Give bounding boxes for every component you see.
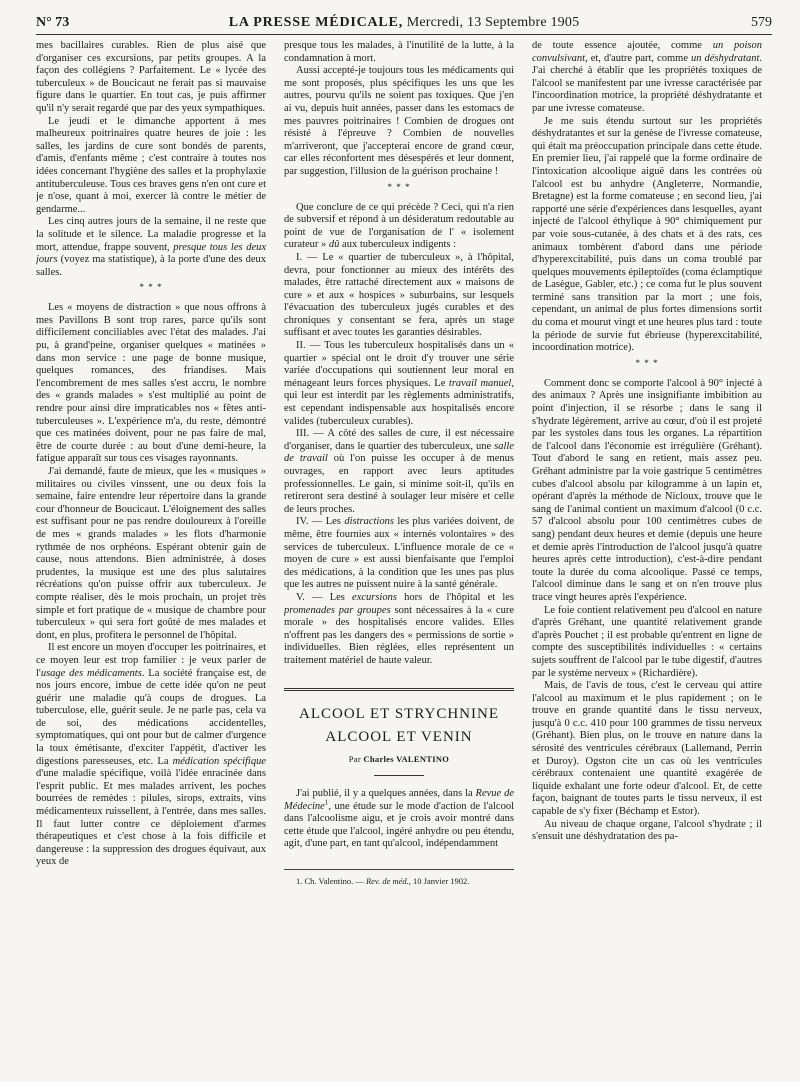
footnote: 1. Ch. Valentino. — Rev. de méd., 10 Janvier 1902. <box>296 876 470 887</box>
page-number: 579 <box>751 15 772 30</box>
paragraph: Le foie contient relativement peu d'alcool en nature d'après Gréhant, une quantité relativement grande d'après Pouchet ; il est probable qu'entrent en ligne de compte des susceptibilités individuelles : « certains sujets souffrent de l'alcool par le tube digestif, d'autres par le système nerveux » (Richardière). <box>532 604 762 679</box>
journal-name: LA PRESSE MÉDICALE, <box>228 15 403 30</box>
article-divider <box>284 688 514 691</box>
section-separator: * * * <box>387 181 411 192</box>
column-1 <box>36 40 266 1076</box>
paragraph: Je me suis étendu surtout sur les propriétés déshydratantes et sur la genèse de l'ivresse comateuse, qui était ma préoccupation principale dans cette étude. En premier lieu, j'ai rappelé que la forme ordinaire de l'intoxication alcoolique aiguë dans les contrées où l'alcool est bu anhydre (Angleterre, Normandie, Bretagne) est la forme comateuse ; en second lieu, j'ai rapporté une série d'expériences dans lesquelles, ayant injecté de l'alcool éthylique à 90° chimiquement pur par voie sous-cutanée, à des chats et à des rats, ces animaux tombèrent d'abord dans une période d'hyperexcitabilité, puis dans un coma troublé par quelques mouvements épileptoïdes (coma éclamptique de Lasègue, Gabler, etc.) ; ce coma fut le plus souvent terminé sans transition par la mort ; une fois, cependant, un animal de plus fortes dimensions sortit du coma et mourut vingt et une heures plus tard : toute la période de survie fut ébrieuse (hyperexcitabilité, incoordination motrice). <box>532 115 762 354</box>
conclusion-item: IV. — Les distractions les plus variées doivent, de même, être fournies aux « internés volontaires » des services de tuberculeux. L'influence morale de ce « moyen de cure » est aussi bienfaisante que l'emploi des médications, à la condition que les unes pas plus que les autres ne puissent nuire à la santé générale. <box>284 516 514 591</box>
paragraph: Il est encore un moyen d'occuper les poitrinaires, et ce moyen leur est trop familier : je veux parler de l'usage des médicaments. La société française est, de nos jours encore, imbue de cette idée qu'on ne peut guérir une maladie qu'à coups de drogues. La tuberculose, elle, guérit seule. Je ne parle pas, cela va de soi, des médications accidentelles, symptomatiques, qui ont pour but de calmer d'urgence la toux émétisante, d'exciter l'appétit, d'activer les digestions paresseuses, etc. La médication spécifique d'une maladie spécifique, voilà l'idée enracinée dans l'esprit public. Et mes malades arrivent, les poches bourrées de remèdes : pilules, sirops, extraits, vins médicamenteux ruissellent, à l'entrée, dans mes salles. Il faut lutter contre ce déploiement d'armes thérapeutiques et c'est chose à la fois difficile et dangereuse : la suppression des drogues équivaut, aux yeux de <box>36 642 266 868</box>
paragraph: J'ai publié, il y a quelques années, dans la Revue de Médecine$^1$, une étude sur le mode d'action de l'alcool dans l'alcoolisme aigu, et je crois avoir montré dans cette étude que l'alcool, ingéré anhydre ou peu étendu, agit, d'une part, en tant qu'alcool, indépendamment <box>284 788 514 850</box>
paragraph: Mais, de l'avis de tous, c'est le cerveau qui attire l'alcool au maximum et le plus rapidement ; on le trouve en grande quantité dans le tissu nerveux, jusqu'à 0 c.c. 410 pour 100 grammes de tissu nerveux (Gréhant). Bien plus, on le trouve en nature dans la sérosité des ventricules cérébraux (Lallemand, Perrin et Duroy). Ogston cite un cas où les ventricules cérébraux contenaient une quantité exagérée de liquide exhalant une forte odeur d'alcool. Et, de cette façon, baignant de toutes parts le tissu nerveux, il est capable de s'y fixer (Béchamp et Estor). <box>532 680 762 818</box>
masthead <box>36 15 772 31</box>
article-subtitle: ALCOOL ET VENIN <box>325 728 473 745</box>
paragraph: presque tous les malades, à l'inutilité de la lutte, à la condamnation à mort. <box>284 40 514 64</box>
conclusion-item: V. — Les excursions hors de l'hôpital et les promenades par groupes sont nécessaires à la « cure morale » des hospitalisés encore valides. Elles n'offrent pas les dangers des « permissions de sortie » individuelles. Bien réglées, elles représentent un traitement matériel de haute valeur. <box>284 591 514 666</box>
article-byline: Par Charles VALENTINO <box>348 753 450 764</box>
article-title: ALCOOL ET STRYCHNINE <box>299 705 499 722</box>
paragraph: Que conclure de ce qui précède ? Ceci, qui n'a rien de subversif et répond à un désideratum redoutable au point de vue de l'organisation de l' « isolement curateur » dû aux tuberculeux indigents : <box>284 201 514 251</box>
paragraph: Le jeudi et le dimanche apportent à mes malheureux poitrinaires quatre heures de joie : les salles, les jardins de cure sont bondés de parents, d'amis, d'enfants même ; c'est contraire à toutes nos idées concernant l'hygiène des salles et la prophylaxie antituberculeuse. Tous ces braves gens n'en ont cure et je n'ose, quant à moi, exercer là contre le métier de gendarme... <box>36 115 266 215</box>
conclusion-item: I. — Le « quartier de tuberculeux », à l'hôpital, devra, pour fonctionner au mieux des intérêts des malades, être rattaché directement aux « maisons de cure » et aux « hospices » suburbains, sur lesquels l'évacuation des tuberculeux jugés curables et des chroniques y consentant se fera, après un stage suffisant et avec toutes les garanties désirables. <box>284 251 514 339</box>
byline-rule <box>374 775 424 776</box>
paragraph: Au niveau de chaque organe, l'alcool s'hydrate ; il s'ensuit une déshydratation des pa- <box>532 818 762 843</box>
paragraph: Les « moyens de distraction » que nous offrons à mes Pavillons B sont trop rares, parce qu'ils sont difficilement conciliables avec l'état des malades. J'ai pu, à grand'peine, organiser quelques « matinées » dans mon service : une page de bonne musique, quelques romances, des friandises. Mais l'encombrement de mes salles s'est accru, le nombre des « grands malades » s'est multiplié au point de rendre pour ainsi dire impraticables nos « fêtes anti-tuberculeuses ». L'expérience m'a, du reste, démontré que ces matinées doivent, pour ne pas faire de mal, être de courte durée : au bout d'une demi-heure, la fatigue apparaît sur tous ces visages rayonnants. <box>36 302 266 465</box>
issue-number: N° 73 <box>36 15 70 30</box>
column-2 <box>284 40 514 1076</box>
conclusion-item: II. — Tous les tuberculeux hospitalisés dans un « quartier » spécial ont le droit d'y trouver une série variée d'occupations qui soutiennent leur moral en ménageant leurs forces physiques. Le travail manuel, qui leur est interdit par les règlements administratifs, est cependant indispensable aux hospitalisés encore valides (tuberculeux curables). <box>284 340 514 427</box>
paragraph: de toute essence ajoutée, comme un poison convulsivant, et, d'autre part, comme un déshydratant. J'ai cherché à établir que les propriétés toxiques de l'alcool se manifestent par une ivresse caractérisée par l'incoordination motrice, la propriété déshydratante et par une ivresse comateuse. <box>532 40 762 114</box>
conclusion-item: III. — A côté des salles de cure, il est nécessaire d'organiser, dans le quartier des tuberculeux, une salle de travail où l'on puisse les occuper à de menus ouvrages, en rapport avec leurs aptitudes professionnelles. Le gain, si minime soit-il, qu'ils en retireront sera destiné à soulager leur misère et celle de leurs proches. <box>284 428 514 515</box>
paragraph: mes bacillaires curables. Rien de plus aisé que d'organiser ces excursions, par petits groupes. A la façon des collégiens ? Parfaitement. Le « lycée des tuberculeux » de Boucicaut ne ferait pas si mauvaise figure dans le quartier. En tout cas, je puis affirmer qu'il n'y serait regardé que par des yeux sympathiques. <box>36 40 266 114</box>
column-3 <box>532 40 762 1076</box>
paragraph: Comment donc se comporte l'alcool à 90° injecté à des animaux ? Après une insignifiante imbibition au point d'injection, il se résorbe ; dans le sang il s'hydrate légèrement, arrive au cœur, d'où il est projeté par les systoles dans tous les organes. La répartition de l'alcool dans l'économie est irrégulière (Gréhant). Tout d'abord le sang en retient, mais assez peu. Gréhant administre par la voie gastrique 5 centimètres cubes d'alcool absolu par kilogramme à un lapin et, opérant d'après la méthode de Nicloux, trouve que le sang de l'animal contient un maximum d'alcool (0 c.c. 57 d'alcool absolu pour 100 centimètres cubes de sang) pendant deux heures et demie (depuis une heure et demie après l'introduction de l'alcool jusqu'à quatre heures après cette introduction), c'est-à-dire pendant toute la durée du coma alcoolique. Passé ce temps, l'alcool diminue dans le sang et on n'en trouve plus trace vingt heures après l'expérience. <box>532 377 762 603</box>
footnote-rule <box>284 869 514 870</box>
issue-date: Mercredi, 13 Septembre 1905 <box>406 15 580 30</box>
page-header <box>36 12 772 35</box>
section-separator: * * * <box>139 282 163 293</box>
paragraph: Les cinq autres jours de la semaine, il ne reste que la solitude et le silence. La maladie progresse et la mort, attendue, frappe souvent, presque tous les deux jours (voyez ma statistique), à la porte d'une des deux salles. <box>36 216 266 278</box>
paragraph: Aussi accepté-je toujours tous les médicaments qui me sont proposés, plus spécifiques les uns que les autres, pourvu qu'ils ne soient pas toxiques. Que j'en ai vu, depuis huit années, passer dans les estomacs de mes pauvres poitrinaires ! Combien de drogues ont résisté à l'épreuve ? Combien de nouvelles m'arriveront, que j'accepterai encore de grand cœur, car elles réconfortent mes désespérés et leur donnent, par suggestion, l'illusion de la guérison prochaine ! <box>284 65 514 177</box>
paragraph: J'ai demandé, faute de mieux, que les « musiques » militaires ou civiles vinssent, une ou deux fois la semaine, faire entendre leur répertoire dans la grande cour d'honneur de Boucicaut. L'éloignement des salles est suffisant pour ne pas rendre douloureux à l'oreille de mes « grands malades » les flots d'harmonie rythmée de nos orphéons. Espérant obtenir gain de cause, nous attendons. Bien administrée, à doses prudentes, la musique est une des plus salutaires récréations qu'on puisse offrir aux tuberculeux. Je compte réaliser, dès le mois prochain, un projet très simple et fort pratique de « musique de chambre pour tuberculeux » qui sera fort goûté de mes malades et dont, en plus, profitera le personnel de l'hôpital. <box>36 466 266 641</box>
section-separator: * * * <box>635 357 659 368</box>
